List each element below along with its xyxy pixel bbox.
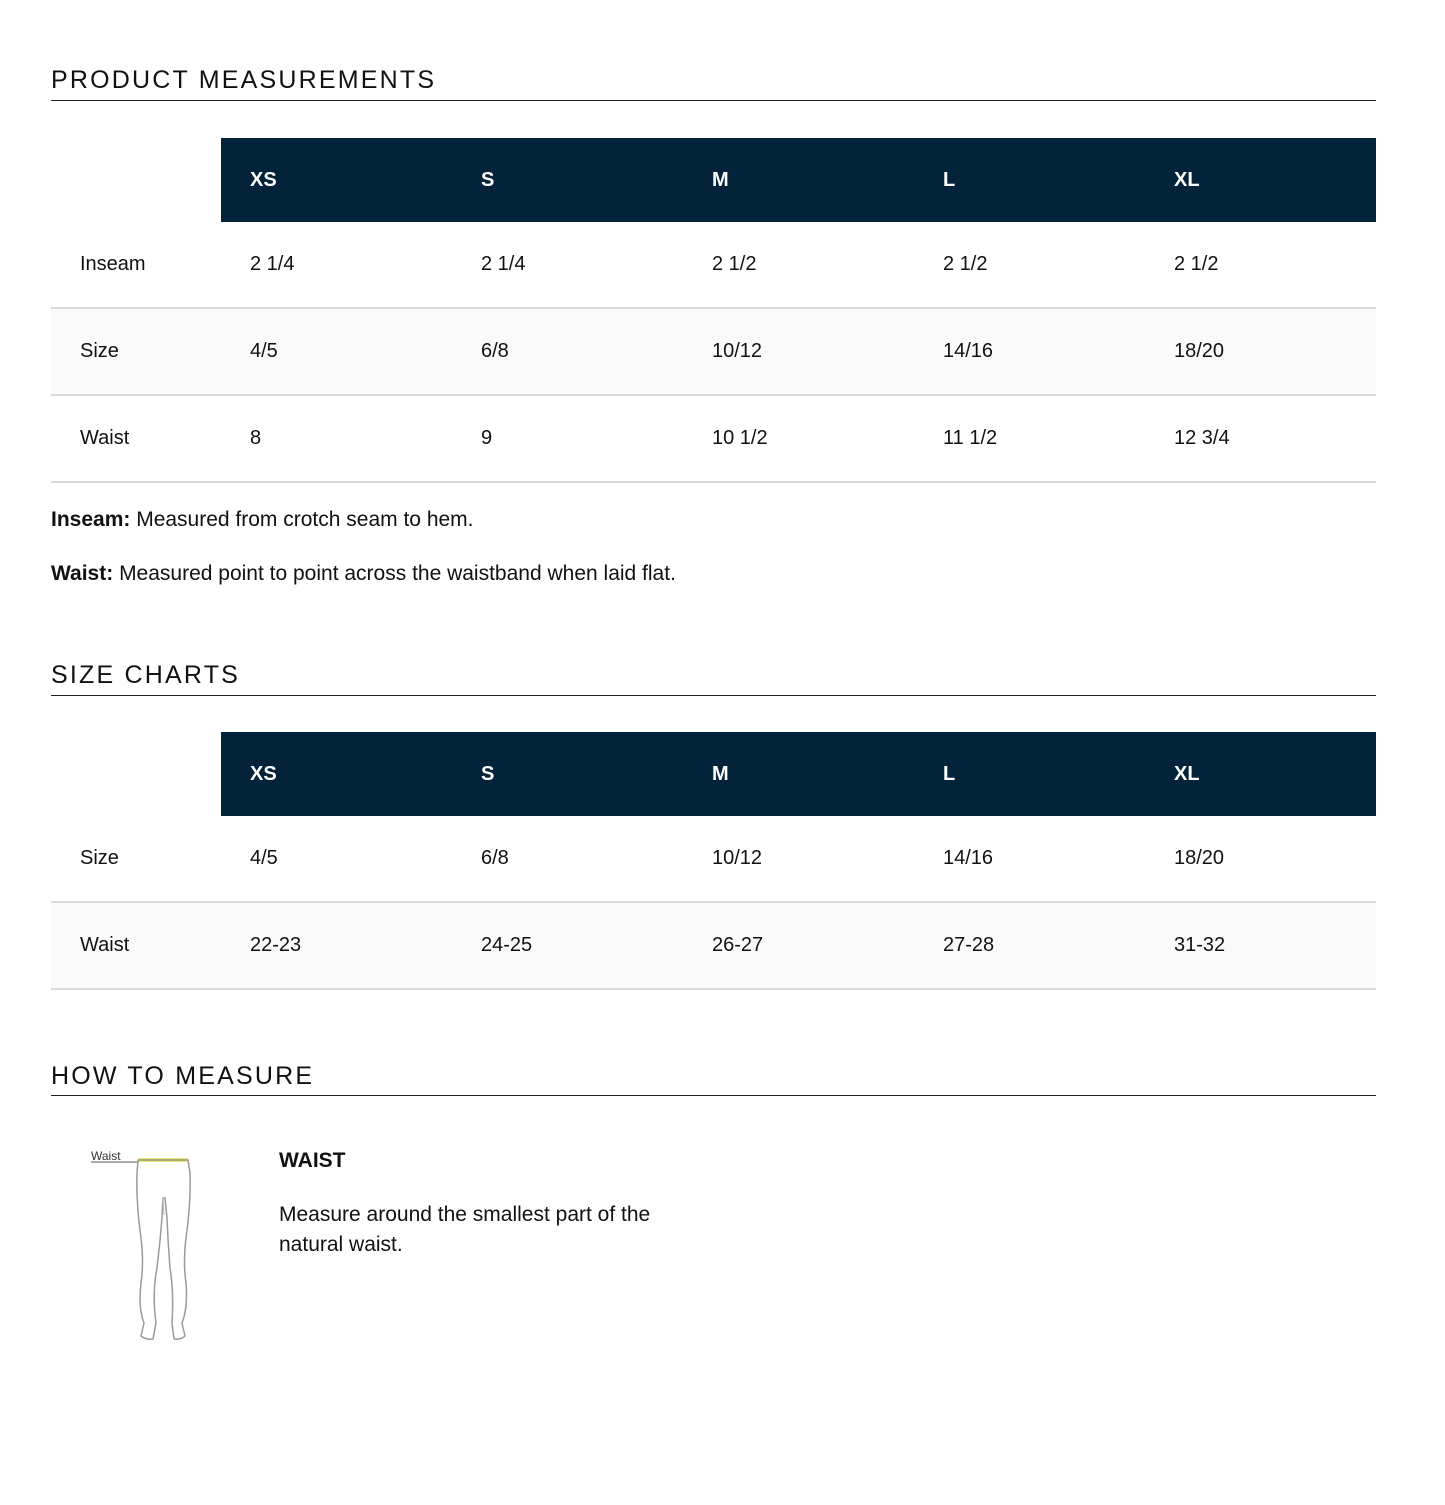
table-cell: 12 3/4	[1145, 395, 1376, 482]
header-size-m: M	[683, 138, 914, 222]
table-row	[51, 222, 1376, 308]
waist-note-text: Measured point to point across the waistband when laid flat.	[113, 562, 676, 585]
header-size-l: L	[914, 138, 1145, 222]
header-corner	[51, 138, 221, 222]
table-cell: 4/5	[221, 816, 452, 902]
inseam-note-text: Measured from crotch seam to hem.	[130, 508, 474, 531]
table-header-row	[51, 138, 1376, 222]
table-cell: 6/8	[452, 816, 683, 902]
header-size-s: S	[452, 732, 683, 816]
table-row	[51, 308, 1376, 395]
table-cell: 14/16	[914, 816, 1145, 902]
table-row	[51, 395, 1376, 482]
waist-instructions: Measure around the smallest part of the natural waist.	[279, 1203, 651, 1256]
waist-figure-label: Waist	[91, 1149, 121, 1163]
table-cell: 9	[452, 395, 683, 482]
table-cell: 2 1/2	[914, 222, 1145, 308]
row-label: Waist	[51, 902, 221, 989]
table-cell: 10/12	[683, 816, 914, 902]
header-size-xl: XL	[1145, 138, 1376, 222]
how-to-measure-title	[51, 1062, 1376, 1096]
table-cell: 27-28	[914, 902, 1145, 989]
header-size-xs: XS	[221, 732, 452, 816]
header-size-m: M	[683, 732, 914, 816]
how-to-measure-title-text: HOW TO MEASURE	[51, 1062, 315, 1090]
table-cell: 11 1/2	[914, 395, 1145, 482]
waist-heading: WAIST	[279, 1149, 346, 1172]
table-cell: 10 1/2	[683, 395, 914, 482]
inseam-note-term: Inseam:	[51, 508, 131, 531]
table-cell: 2 1/2	[1145, 222, 1376, 308]
table-cell: 14/16	[914, 308, 1145, 395]
table-cell: 2 1/2	[683, 222, 914, 308]
header-size-xs: XS	[221, 138, 452, 222]
size-charts-table	[51, 732, 1376, 990]
header-size-l: L	[914, 732, 1145, 816]
table-cell: 26-27	[683, 902, 914, 989]
table-row	[51, 816, 1376, 902]
header-size-xl: XL	[1145, 732, 1376, 816]
row-label: Waist	[51, 395, 221, 482]
table-cell: 10/12	[683, 308, 914, 395]
row-label: Size	[51, 816, 221, 902]
size-charts-title-text: SIZE CHARTS	[51, 661, 241, 689]
table-cell: 22-23	[221, 902, 452, 989]
leggings-measure-figure	[86, 1143, 206, 1348]
table-header-row	[51, 732, 1376, 816]
row-label: Size	[51, 308, 221, 395]
product-measurements-table	[51, 138, 1376, 483]
table-cell: 6/8	[452, 308, 683, 395]
header-corner	[51, 732, 221, 816]
table-row	[51, 902, 1376, 989]
table-cell: 8	[221, 395, 452, 482]
table-cell: 18/20	[1145, 816, 1376, 902]
leggings-outline-icon	[86, 1143, 206, 1348]
table-cell: 2 1/4	[221, 222, 452, 308]
table-cell: 18/20	[1145, 308, 1376, 395]
header-size-s: S	[452, 138, 683, 222]
waist-note-term: Waist:	[51, 562, 114, 585]
table-cell: 24-25	[452, 902, 683, 989]
table-cell: 31-32	[1145, 902, 1376, 989]
table-cell: 4/5	[221, 308, 452, 395]
table-cell: 2 1/4	[452, 222, 683, 308]
waist-note	[51, 562, 676, 586]
size-charts-title	[51, 661, 1376, 696]
product-measurements-title	[51, 66, 1376, 101]
inseam-note	[51, 508, 474, 532]
row-label: Inseam	[51, 222, 221, 308]
product-measurements-title-text: PRODUCT MEASUREMENTS	[51, 66, 437, 94]
